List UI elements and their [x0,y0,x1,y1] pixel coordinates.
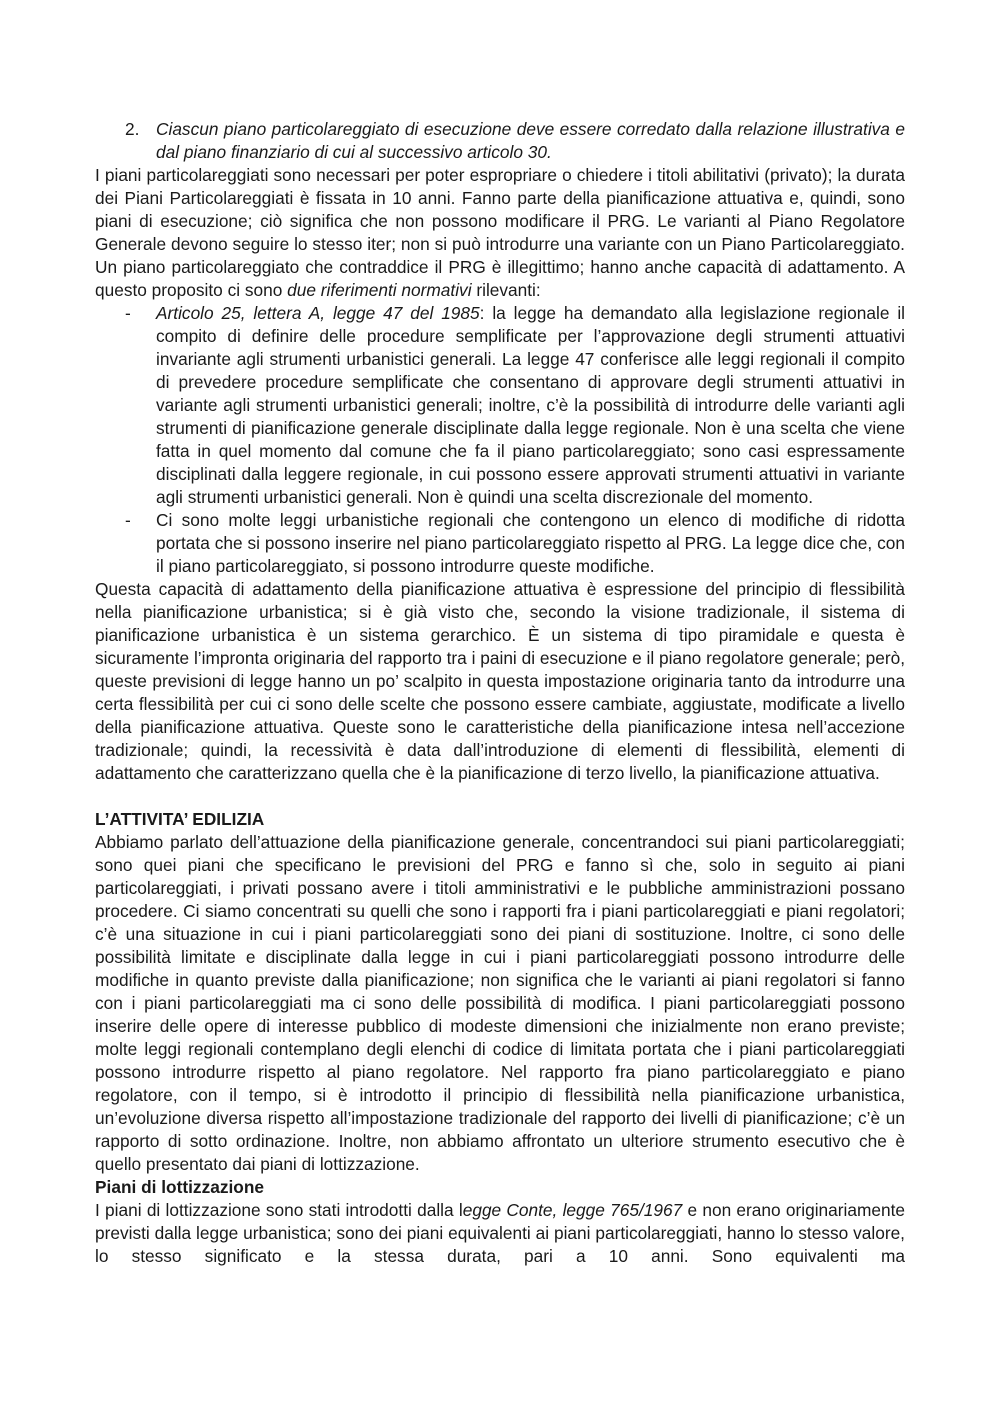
subsection-heading: Piani di lottizzazione [95,1177,264,1197]
paragraph-flessibilita: Questa capacità di adattamento della pianificazione attuativa è espressione del principio di flessibilità nella pianificazione urbanistica; si è già visto che, secondo la visione tradizionale, il sistema di pianificazione urbanistica è un sistema gerarchico. È un sistema di tipo piramidale e questa è sicuramente l’impronta originaria del rapporto tra i paini di esecuzione e il piano regolatore generale; però, queste previsioni di legge hanno un po’ scalpito in questa impostazione originaria tanto da introdurre una certa flessibilità per cui ci sono delle scelte che possono essere cambiate, aggiustate, modificate a livello della pianificazione attuativa. Queste sono le caratteristiche della pianificazione intesa nell’accezione tradizionale; quindi, la recessività è data dall’introduzione di elementi di flessibilità, elementi di adattamento che caratterizzano quella che è la pianificazione di terzo livello, la pianificazione attuativa. [95,579,905,783]
bullet-emphasis: Articolo 25, lettera A, legge 47 del 1985 [156,303,480,323]
paragraph-text: I piani di lottizzazione sono stati introdotti dalla l [95,1200,463,1220]
bullet-item [95,302,905,509]
item-number: 2. [125,119,140,139]
paragraph-piani-lottizzazione [95,1199,905,1268]
paragraph-text: I piani particolareggiati sono necessari per poter espropriare o chiedere i titoli abilitativi (privato); la durata dei Piani Particolareggiati è fissata in 10 anni. Fanno parte della pianificazione attuativa e, quindi, sono piani di esecuzione; ciò significa che non possono modificare il PRG. Le varianti al Piano Regolatore Generale devono seguire lo stesso iter; non si può introdurre una variante con un Piano Particolareggiato. Un piano particolareggiato che contraddice il PRG è illegittimo; hanno anche capacità di adattamento. A questo proposito ci sono [95,165,905,300]
item-text: Ciascun piano particolareggiato di esecuzione deve essere corredato dalla relazione illustrativa e dal piano finanziario di cui al successivo articolo 30. [156,119,905,162]
document-page [95,118,905,1268]
bullet-marker: - [125,510,131,530]
paragraph-attivita-edilizia: Abbiamo parlato dell’attuazione della pianificazione generale, concentrandoci sui piani particolareggiati; sono quei piani che specificano le previsioni del PRG e fanno sì che, solo in seguito ai piani particolareggiati, i privati possano avere i titoli amministrativi e le pubbliche amministrazioni possano procedere. Ci siamo concentrati su quelli che sono i rapporti fra i piani particolareggiati e piani regolatori; c’è una situazione in cui i piani particolareggiati sono dei piani di sostituzione. Inoltre, ci sono delle possibilità limitate e disciplinate dalla legge in cui i piani particolareggiati possono introdurre delle modifiche in quanto previste dalla pianificazione; non significa che le varianti ai piani regolatori si fanno con i piani particolareggiati ma ci sono delle possibilità di modifica. I piani particolareggiati possono inserire delle opere di interesse pubblico di modeste dimensioni che inizialmente non erano previste; molte leggi regionali contemplano degli elenchi di codice di limitata portata che i piani particolareggiati possono introdurre rispetto al piano regolatore. Nel rapporto fra piano particolareggiato e piano regolatore, con il tempo, si è introdotto il principio di flessibilità nella pianificazione urbanistica, un’evoluzione diversa rispetto all’impostazione tradizionale del rapporto dei livelli di pianificazione; c’è un rapporto di sotto ordinazione. Inoltre, non abbiamo affrontato un ulteriore strumento esecutivo che è quello presentato dai piani di lottizzazione. [95,832,905,1174]
numbered-item [95,118,905,164]
section-heading: L’ATTIVITA’ EDILIZIA [95,809,265,829]
paragraph-text: e non erano originariamente previsti dalla legge urbanistica; sono dei piani equivalenti ai piani particolareggiati, hanno lo stesso valore, lo stesso significato e la stessa durata, pari a 10 anni. Sono equivalenti ma [95,1200,905,1266]
bullet-text: : la legge ha demandato alla legislazione regionale il compito di definire delle procedure semplificate per l’approvazione degli strumenti attuativi invariante agli strumenti urbanistici generali. La legge 47 conferisce alle leggi regionali il compito di prevedere procedure semplificate che consentano di approvare degli strumenti attuativi in variante agli strumenti urbanistici generali; inoltre, c’è la possibilità di introdurre delle varianti agli strumenti di pianificazione generale disciplinate dalla legge regionale. Non è una scelta che viene fatta in quel momento dal comune che fa il piano particolareggiato; sono casi espressamente disciplinati dalla leggere regionale, in cui possono essere approvati strumenti attuativi in variante agli strumenti urbanistici generali. Non è quindi una scelta discrezionale del momento. [156,303,906,507]
bullet-item [95,509,905,578]
bullet-text: Ci sono molte leggi urbanistiche regionali che contengono un elenco di modifiche di ridotta portata che si possono inserire nel piano particolareggiato rispetto al PRG. La legge dice che, con il piano particolareggiato, si possono introdurre queste modifiche. [156,510,905,576]
paragraph-text: rilevanti: [471,280,541,300]
paragraph-piani-particolareggiati [95,164,905,302]
bullet-marker: - [125,303,131,323]
paragraph-spacer [95,785,905,808]
paragraph-emphasis: egge Conte, legge 765/1967 [462,1200,683,1220]
paragraph-emphasis: due riferimenti normativi [287,280,472,300]
